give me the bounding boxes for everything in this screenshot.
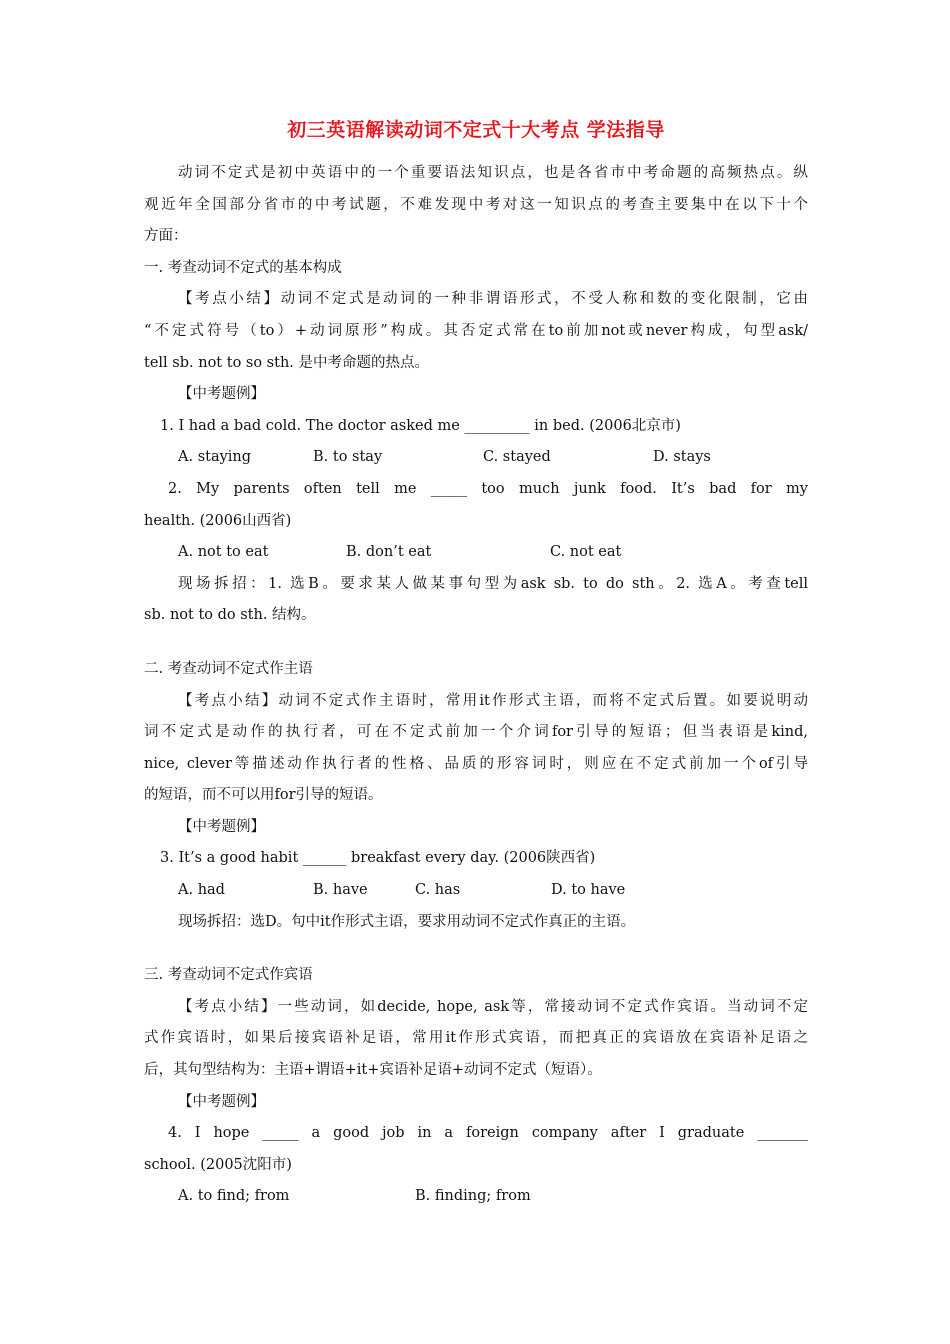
option: B. don’t eat xyxy=(346,544,432,561)
answer-line: 现场拆招：选D。句中it作形式主语，要求用动词不定式作真正的主语。 xyxy=(178,913,636,930)
option: C. stayed xyxy=(483,449,551,466)
option: A. not to eat xyxy=(178,544,269,561)
option: A. staying xyxy=(178,449,252,466)
summary-line: nice, clever等描述动作执行者的性格、品质的形容词时，则应在不定式前加一个of引导 xyxy=(144,755,808,772)
section-heading: 一. 考查动词不定式的基本构成 xyxy=(144,259,342,276)
examples-label: 【中考题例】 xyxy=(178,386,265,403)
summary-line: “不定式符号（to）+动词原形”构成。其否定式常在to前加not或never构成，句型ask/ xyxy=(144,322,808,339)
option: B. finding; from xyxy=(415,1188,531,1205)
question-3: 3. It’s a good habit ______ breakfast every day. (2006陕西省) xyxy=(160,850,596,867)
answer-line: sb. not to do sth. 结构。 xyxy=(144,607,316,624)
option: D. to have xyxy=(551,882,626,899)
summary-line: tell sb. not to so sth. 是中考命题的热点。 xyxy=(144,354,430,371)
option: B. have xyxy=(313,882,368,899)
question-4-cont: school. (2005沈阳市) xyxy=(144,1156,292,1173)
intro-line: 方面： xyxy=(144,228,188,245)
summary-line: 【考点小结】动词不定式是动词的一种非谓语形式，不受人称和数的变化限制，它由 xyxy=(178,291,808,308)
answer-line: 现场拆招：1. 选B。要求某人做某事句型为ask sb. to do sth。2. 选A。考查tell xyxy=(178,575,808,592)
option: A. had xyxy=(178,882,225,899)
section-heading: 三. 考查动词不定式作宾语 xyxy=(144,967,313,984)
question-1: 1. I had a bad cold. The doctor asked me _________ in bed. (2006北京市) xyxy=(160,417,681,434)
question-4-options xyxy=(144,1181,808,1213)
question-2-cont: health. (2006山西省) xyxy=(144,512,292,529)
option: A. to find; from xyxy=(178,1188,290,1205)
question-2: 2. My parents often tell me _____ too much junk food. It’s bad for my xyxy=(168,480,808,497)
summary-line: 式作宾语时，如果后接宾语补足语，常用it作形式宾语，而把真正的宾语放在宾语补足语之 xyxy=(144,1030,808,1047)
question-4: 4. I hope _____ a good job in a foreign company after I graduate _______ xyxy=(168,1125,808,1142)
summary-line: 后，其句型结构为：主语+谓语+it+宾语补足语+动词不定式（短语）。 xyxy=(144,1062,602,1079)
document-page xyxy=(144,112,808,1213)
document-title: 初三英语解读动词不定式十大考点 学法指导 xyxy=(287,119,665,141)
examples-label: 【中考题例】 xyxy=(178,818,265,835)
question-2-options xyxy=(144,537,808,569)
examples-label: 【中考题例】 xyxy=(178,1093,265,1110)
option: D. stays xyxy=(653,449,711,466)
intro-line: 动词不定式是初中英语中的一个重要语法知识点，也是各省市中考命题的高频热点。纵 xyxy=(178,165,808,181)
option: C. has xyxy=(415,882,461,899)
section-heading: 二. 考查动词不定式作主语 xyxy=(144,660,313,677)
summary-line: 词不定式是动作的执行者，可在不定式前加一个介词for引导的短语；但当表语是kind, xyxy=(144,724,808,741)
summary-line: 的短语，而不可以用for引导的短语。 xyxy=(144,787,383,804)
summary-line: 【考点小结】动词不定式作主语时，常用it作形式主语，而将不定式后置。如要说明动 xyxy=(178,692,808,709)
question-3-options xyxy=(144,875,808,907)
intro-line: 观近年全国部分省市的中考试题，不难发现中考对这一知识点的考查主要集中在以下十个 xyxy=(144,196,808,213)
option: C. not eat xyxy=(550,544,622,561)
question-1-options xyxy=(144,442,808,474)
option: B. to stay xyxy=(313,449,383,466)
summary-line: 【考点小结】一些动词，如decide, hope, ask等，常接动词不定式作宾语。当动词不定 xyxy=(178,998,808,1015)
